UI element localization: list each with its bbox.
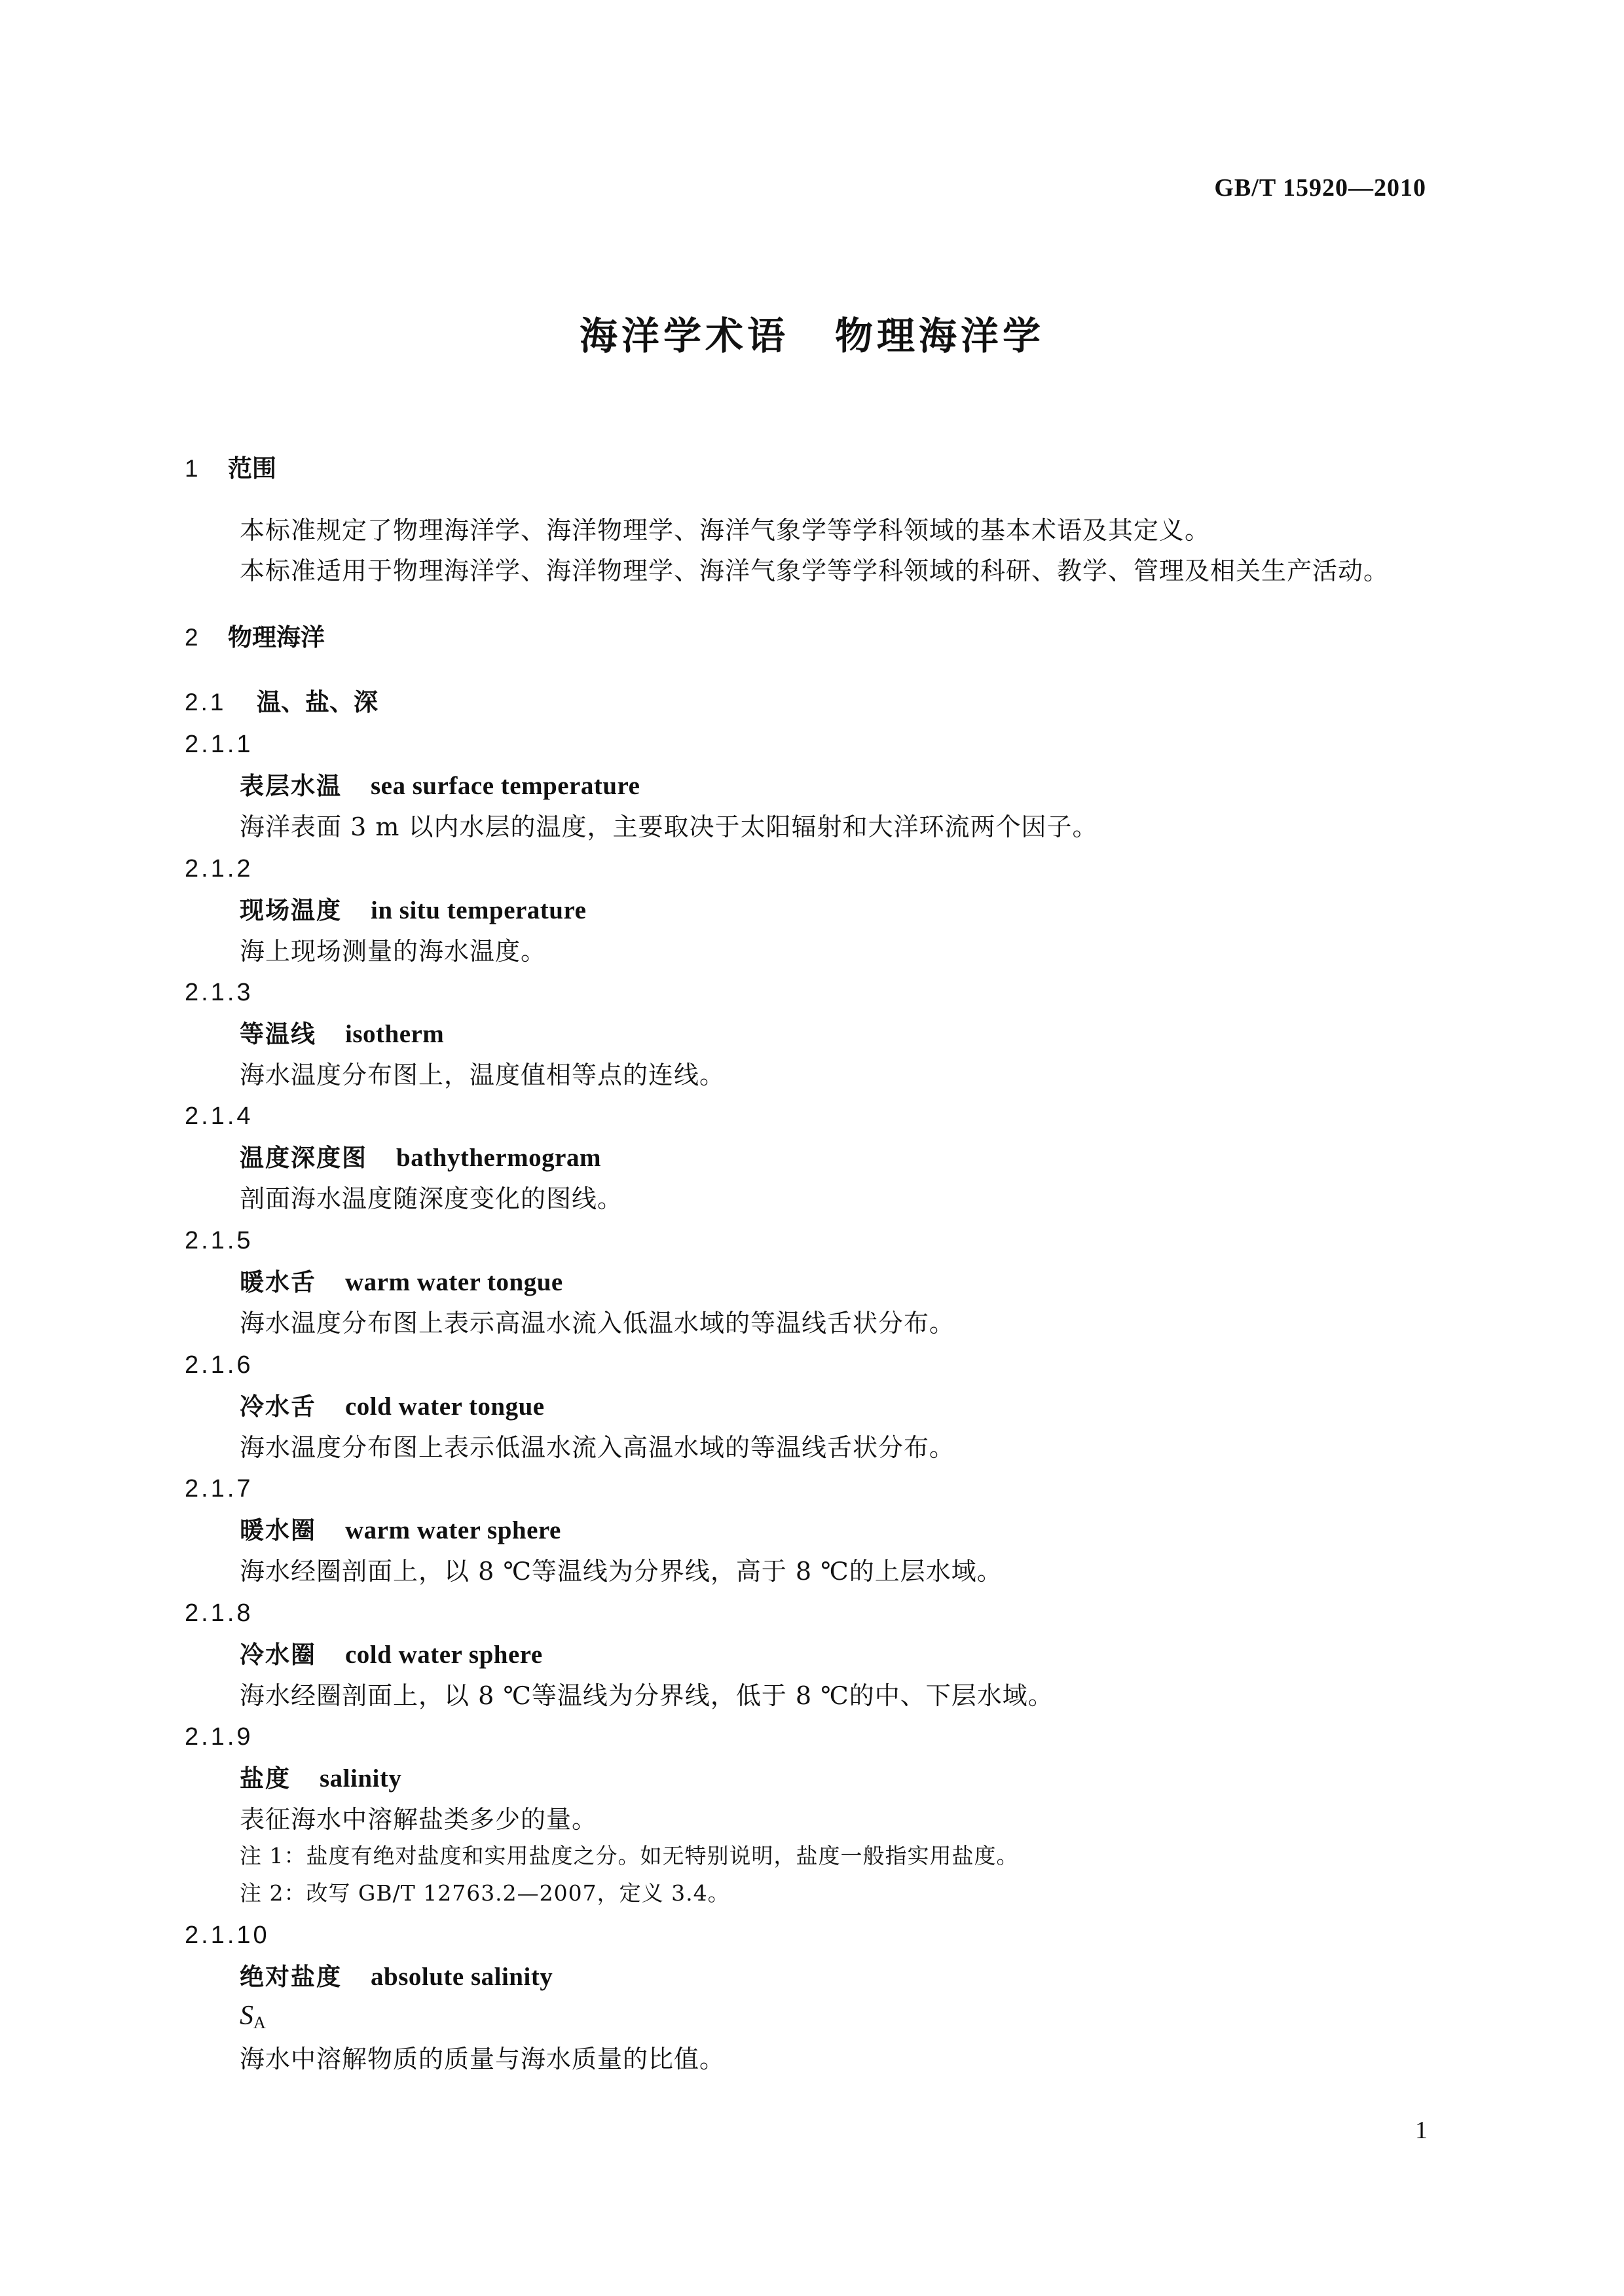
entry-note: 注 1：盐度有绝对盐度和实用盐度之分。如无特别说明，盐度一般指实用盐度。 [240,1843,1019,1868]
entry-definition: 海水温度分布图上，温度值相等点的连线。 [240,1061,726,1089]
entry-term [240,898,586,923]
entry-definition: 海上现场测量的海水温度。 [240,937,547,966]
title-part-1: 海洋学术语 [579,314,789,358]
term-en: cold water sphere [345,1641,543,1669]
entry-definition: 海洋表面 3 m 以内水层的温度，主要取决于太阳辐射和大洋环流两个因子。 [240,812,1098,841]
entry-definition: 海水经圈剖面上，以 8 ℃等温线为分界线，低于 8 ℃的中、下层水域。 [240,1681,1054,1710]
term-en: salinity [320,1764,402,1793]
term-zh: 绝对盐度 [240,1963,342,1991]
entry-number: 2.1.9 [185,1723,253,1751]
entry-term [240,1642,543,1667]
entry-term [240,1145,601,1171]
entry-number: 2.1.6 [185,1351,253,1379]
entry-number: 2.1.7 [185,1475,253,1503]
entry-number: 2.1.3 [185,979,253,1006]
term-zh: 盐度 [240,1764,291,1793]
term-zh: 暖水圈 [240,1516,316,1544]
entry-term [240,1269,563,1295]
term-en: absolute salinity [371,1963,553,1991]
entry-note: 注 2：改写 GB/T 12763.2—2007，定义 3.4。 [240,1880,730,1906]
entry-definition: 海水经圈剖面上，以 8 ℃等温线为分界线，高于 8 ℃的上层水域。 [240,1557,1003,1586]
term-zh: 冷水舌 [240,1393,316,1421]
entry-term [240,1766,401,1791]
entry-number: 2.1.4 [185,1102,253,1130]
term-zh: 现场温度 [240,896,342,924]
term-symbol: $S_A$ [240,2001,266,2032]
entry-number: 2.1.5 [185,1227,253,1254]
entry-definition: 表征海水中溶解盐类多少的量。 [240,1805,598,1834]
entry-term [240,1021,444,1047]
page-number: 1 [1415,2117,1428,2144]
term-zh: 等温线 [240,1020,316,1048]
entry-number: 2.1.8 [185,1599,253,1627]
title-part-2: 物理海洋学 [835,314,1045,358]
entry-number: 2.1.10 [185,1922,270,1949]
entry-definition: 海水温度分布图上表示低温水流入高温水域的等温线舌状分布。 [240,1433,955,1462]
term-en: sea surface temperature [371,772,640,800]
term-en: bathythermogram [396,1144,601,1172]
section-1-paragraph: 本标准规定了物理海洋学、海洋物理学、海洋气象学等学科领域的基本术语及其定义。 [240,516,1211,545]
section-2-heading: 2 物理海洋 [185,623,325,651]
section-1-paragraph: 本标准适用于物理海洋学、海洋物理学、海洋气象学等学科领域的科研、教学、管理及相关生产活动。 [240,556,1390,585]
entry-term [240,1394,545,1419]
document-title [0,314,1624,358]
entry-definition: 海水中溶解物质的质量与海水质量的比值。 [240,2045,726,2073]
term-zh: 表层水温 [240,772,342,800]
term-en: in situ temperature [371,896,587,924]
entry-number: 2.1.2 [185,855,253,883]
section-1-heading: 1 范围 [185,454,276,483]
term-en: warm water sphere [345,1516,561,1544]
entry-definition: 剖面海水温度随深度变化的图线。 [240,1184,623,1213]
term-en: cold water tongue [345,1393,545,1421]
term-en: isotherm [345,1020,445,1048]
entry-number: 2.1.1 [185,731,253,758]
entry-definition: 海水温度分布图上表示高温水流入低温水域的等温线舌状分布。 [240,1309,955,1338]
term-zh: 冷水圈 [240,1641,316,1669]
entry-term [240,1964,553,1990]
standard-code: GB/T 15920—2010 [1214,174,1426,202]
term-en: warm water tongue [345,1268,563,1296]
term-zh: 温度深度图 [240,1144,367,1172]
section-2-1-heading: 2.1 温、盐、深 [185,688,378,716]
term-zh: 暖水舌 [240,1268,316,1296]
entry-term [240,773,640,799]
entry-term [240,1518,561,1543]
